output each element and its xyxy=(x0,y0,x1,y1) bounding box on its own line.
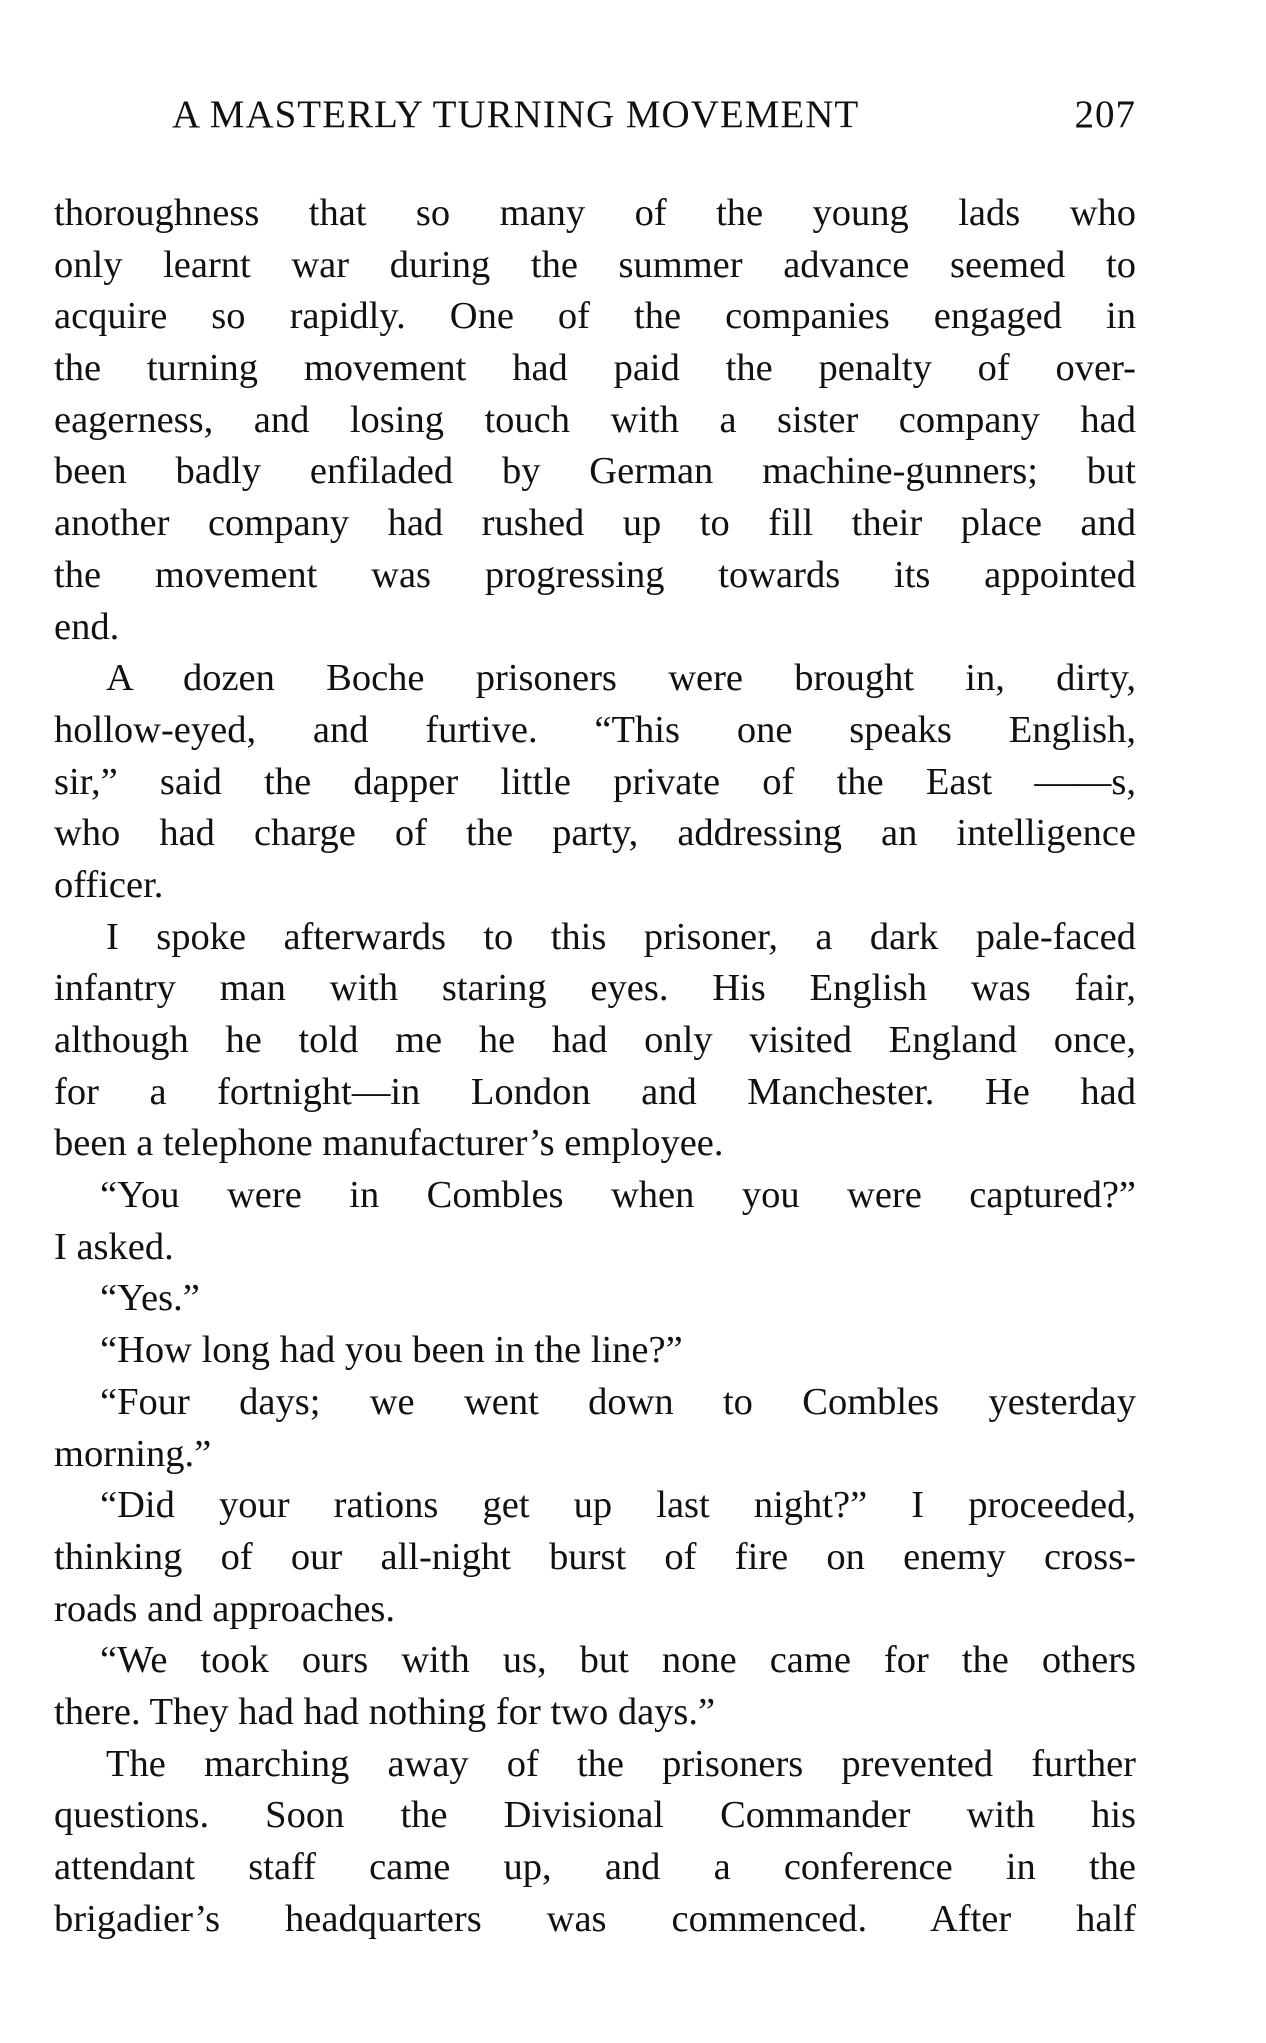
text-line: I spoke afterwards to this prisoner, a dark pale-faced xyxy=(106,915,1136,958)
text-line: been a telephone manufacturer’s employee. xyxy=(54,1122,724,1165)
text-line: end. xyxy=(54,605,120,648)
chapter-title: A MASTERLY TURNING MOVEMENT xyxy=(172,93,860,136)
text-line: “How long had you been in the line?” xyxy=(100,1329,683,1372)
text-line: although he told me he had only visited England once, xyxy=(54,1019,1136,1061)
page-number: 207 xyxy=(1074,93,1136,136)
text-line: “Four days; we went down to Combles yesterday xyxy=(100,1380,1136,1423)
text-line: acquire so rapidly. One of the companies engaged in xyxy=(54,295,1136,338)
text-line: The marching away of the prisoners prevented further xyxy=(106,1742,1136,1785)
text-line: “You were in Combles when you were captured?” xyxy=(100,1174,1136,1217)
text-line: for a fortnight—in London and Manchester. He had xyxy=(54,1070,1136,1113)
text-line: thoroughness that so many of the young lads who xyxy=(54,192,1136,234)
text-line: brigadier’s headquarters was commenced. After half xyxy=(54,1897,1136,1940)
text-line: roads and approaches. xyxy=(54,1587,396,1630)
text-line: been badly enfiladed by German machine-gunners; but xyxy=(54,450,1136,493)
text-line: “Did your rations get up last night?” I proceeded, xyxy=(100,1484,1136,1527)
running-header xyxy=(172,92,1136,154)
text-line: the turning movement had paid the penalty of over- xyxy=(54,347,1136,390)
text-line: infantry man with staring eyes. His English was fair, xyxy=(54,967,1136,1010)
text-line: sir,” said the dapper little private of the East ——s, xyxy=(54,760,1136,803)
text-line: officer. xyxy=(54,863,164,906)
text-line: “Yes.” xyxy=(100,1277,200,1320)
text-line: morning.” xyxy=(54,1432,212,1475)
text-line: “We took ours with us, but none came for the others xyxy=(100,1639,1136,1682)
book-page xyxy=(54,92,1136,1945)
text-line: eagerness, and losing touch with a sister company had xyxy=(54,398,1136,441)
text-line: another company had rushed up to fill their place and xyxy=(54,502,1136,545)
text-line: who had charge of the party, addressing an intelligence xyxy=(54,812,1136,855)
text-line: I asked. xyxy=(54,1225,174,1268)
text-line: there. They had had nothing for two days.” xyxy=(54,1690,716,1733)
text-line: hollow-eyed, and furtive. “This one speaks English, xyxy=(54,708,1136,751)
text-line: attendant staff came up, and a conference in the xyxy=(54,1846,1136,1888)
text-line: the movement was progressing towards its appointed xyxy=(54,553,1136,596)
body-text xyxy=(54,188,1136,1945)
text-line: questions. Soon the Divisional Commander with his xyxy=(54,1794,1136,1837)
text-line: A dozen Boche prisoners were brought in, dirty, xyxy=(106,657,1136,700)
text-line: thinking of our all-night burst of fire on enemy cross- xyxy=(54,1535,1136,1578)
text-line: only learnt war during the summer advance seemed to xyxy=(54,243,1136,286)
